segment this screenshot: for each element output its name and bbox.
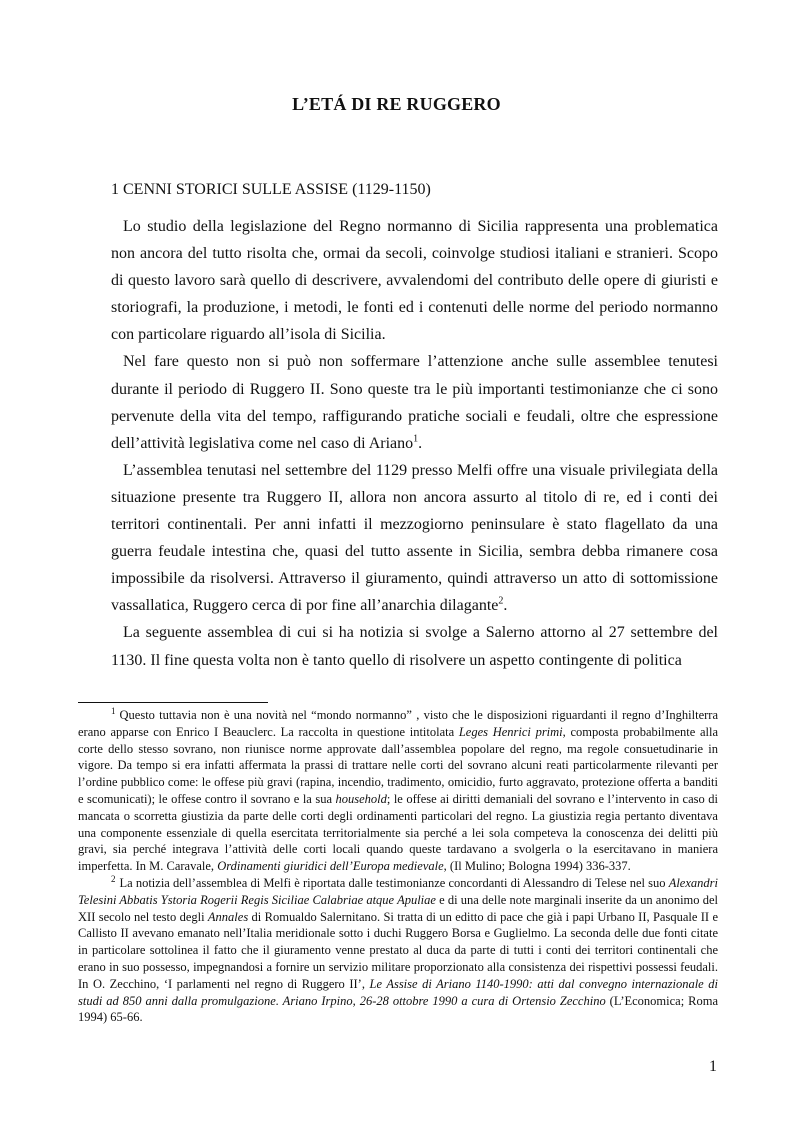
paragraph: Lo studio della legislazione del Regno normanno di Sicilia rappresenta una problematica non ancora del tutto risolta che, ormai da secoli, coinvolge studiosi italiani e stranieri. Scopo di questo lavoro sarà quello di descrivere, avvalendomi del contributo delle opere di giuristi e storiografi, la produzione, i metodi, le fonti ed i contenuti delle norme del periodo normanno con particolare riguardo all’isola di Sicilia. <box>111 218 718 344</box>
footnote-2 <box>78 875 718 1026</box>
footnote-italic-text: Leges Henrici primi <box>458 724 563 739</box>
footnote-text <box>78 873 718 1025</box>
body-text <box>111 213 718 674</box>
footnotes <box>78 707 718 1026</box>
footnote-separator <box>78 702 268 703</box>
footnote-text-segment: di Romualdo Salernitano. Si tratta di un editto di pace che già i papi Urbano II, Pasquale II e Callisto II avevano emanato nell’Italia meridionale sotto i duchi Ruggero Borsa e Guglielmo. La seconda delle due fonti citate in particolare sottolinea il fatto che il giuramento venne prestato al duca da parte di tutti i conti dei territori continentali che erano in suo possesso, impegnandosi a fornire un servizio militare proporzionato alla consistenza dei rispettivi possessi feudali. In O. Zecchino, ‘I parlamenti nel regno di Ruggero II’, <box>78 909 718 991</box>
paragraph: Nel fare questo non si può non soffermare l’attenzione anche sulle assemblee tenutesi durante il periodo di Ruggero II. Sono queste tra le più importanti testimonianze che ci sono pervenute della vita del tempo, raffigurando pratiche sociali e feudali, oltre che espressione dell’attività legislativa come nel caso di Ariano$^1$. <box>111 353 718 452</box>
footnote-number: 2 <box>111 873 116 884</box>
footnote-italic-text: household <box>335 791 387 806</box>
footnote-text <box>78 705 718 874</box>
footnote-text-segment: , composta probabilmente alla corte dello stesso sovrano, non riunisce norme approvate dall’assemblea popolare del regno, ma regole consuetudinarie in vigore. Da tempo si era infatti affermata la prassi di trattare nelle corti del sovrano alcuni reati particolarmente rilevanti per l’ordine pubblico come: le offese più gravi (rapina, incendio, tradimento, omicidio, furto aggravato, protezione offerta a banditi e scomunicati); le offese contro il sovrano e la sua <box>78 724 718 806</box>
section-heading: 1 CENNI STORICI SULLE ASSISE (1129-1150) <box>111 181 431 198</box>
paragraph: L’assemblea tenutasi nel settembre del 1129 presso Melfi offre una visuale privilegiata della situazione presente tra Ruggero II, allora non ancora assurto al titolo di re, ed i conti dei territori continentali. Per anni infatti il mezzogiorno peninsulare è stato flagellato da una guerra feudale intestina che, quasi del tutto assente in Sicilia, sembra debba rimanere cosa impossibile da risolversi. Attraverso il giuramento, quindi attraverso un atto di sottomissione vassallatica, Ruggero cerca di por fine all’anarchia dilagante$^2$. <box>111 461 718 615</box>
footnote-italic-text: Alexandri Telesini Abbatis Ystoria Rogerii Regis Siciliae Calabriae atque Apuliae <box>78 875 718 907</box>
footnote-italic-text: Le Assise di Ariano 1140-1990: atti dal convegno internazionale di studi ad 850 anni dalla promulgazione. Ariano Irpino, 26-28 ottobre 1990 a cura di Ortensio Zecchino <box>78 976 718 1008</box>
footnote-text-segment: ; le offese ai diritti demaniali del sovrano e l’intervento in caso di mancata o scorretta giustizia da parte delle corti degli ordinamenti particolari del regno. La giustizia regia pertanto diventava una componente essenziale di quella esercitata territorialmente sia perché a lei sola competeva la conoscenza dei delitti più gravi, sia perché integrava l’attività delle corti locali quando queste tardavano a svolgerla o la esercitavano in maniera imperfetta. In M. Caravale, <box>78 791 718 874</box>
footnote-text-segment: e di una delle note marginali inserite da un anonimo del XII secolo nel testo degli <box>78 892 718 924</box>
footnote-1 <box>78 707 718 875</box>
footnote-italic-text: Annales <box>207 909 249 924</box>
footnote-text-segment: , (Il Mulino; Bologna 1994) 336-337. <box>443 859 631 874</box>
paragraph: La seguente assemblea di cui si ha notizia si svolge a Salerno attorno al 27 settembre del 1130. Il fine questa volta non è tanto quello di risolvere un aspetto contingente di politica <box>111 624 718 669</box>
footnote-text-segment: (L’Economica; Roma 1994) 65-66. <box>78 993 718 1025</box>
footnote-number: 1 <box>111 705 116 716</box>
footnote-ref[interactable]: 2 <box>498 595 504 607</box>
footnote-italic-text: Ordinamenti giuridici dell’Europa medievale <box>217 859 444 874</box>
footnote-text-segment: La notizia dell’assemblea di Melfi è riportata dalle testimonianze concordanti di Alessandro di Telese nel suo <box>119 875 669 890</box>
page-number: 1 <box>709 1058 717 1075</box>
footnote-ref[interactable]: 1 <box>413 433 419 445</box>
footnote-text-segment: Questo tuttavia non è una novità nel “mondo normanno” , visto che le disposizioni riguardanti il regno d’Inghilterra erano apparse con Enrico I Beauclerc. La raccolta in questione intitolata <box>78 708 718 739</box>
page-title: L’ETÁ DI RE RUGGERO <box>292 94 501 114</box>
